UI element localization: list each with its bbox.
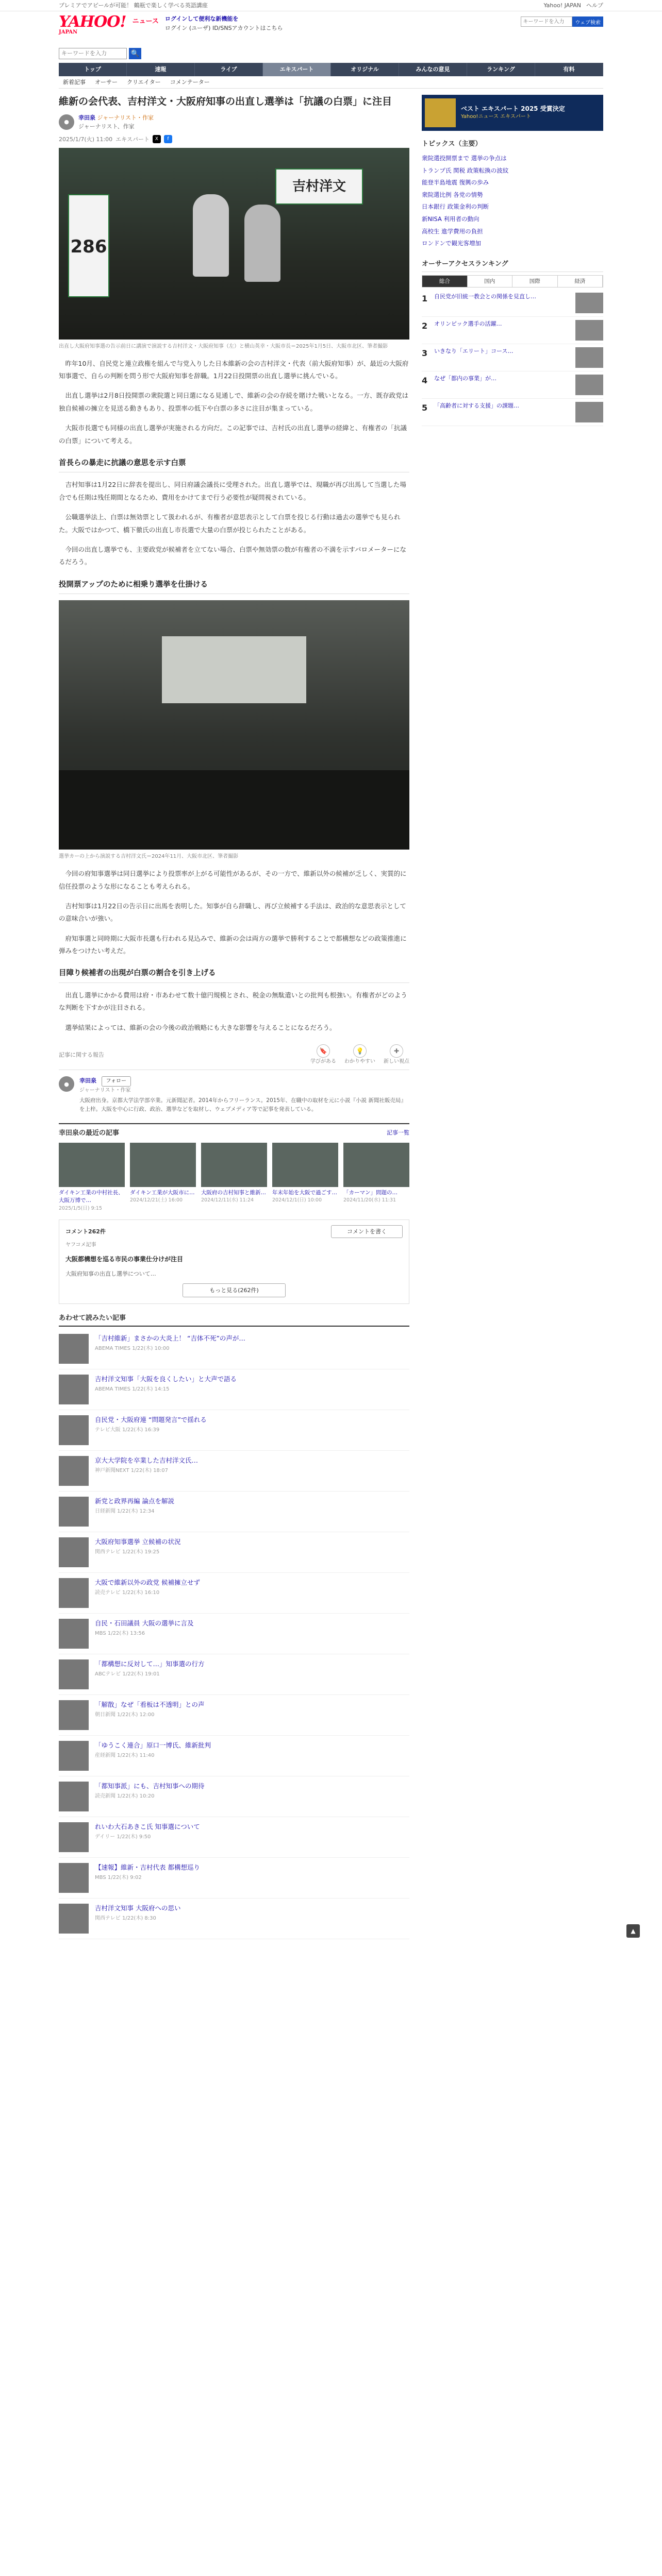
page-top-button[interactable]: ▲ — [626, 1924, 640, 1938]
rank-thumb — [575, 293, 603, 313]
more-comments-button[interactable]: もっと見る(262件) — [183, 1283, 286, 1297]
recommended-thumb — [59, 1822, 89, 1852]
recommended-headline: 「都知事派」にも、吉村知事への期待 — [95, 1782, 205, 1790]
nav-ranking[interactable]: ランキング — [467, 63, 535, 76]
login-link[interactable]: ログイン (ユーザ) ID/SNSアカウントはこちら — [164, 24, 283, 31]
reaction-row — [59, 1044, 409, 1066]
paragraph: 出直し選挙にかかる費用は府・市あわせて数十億円規模とされ、税金の無駄遣いとの批判も根強い。有権者がどのような判断を下すかが注目される。 — [59, 991, 407, 1012]
nav-top[interactable]: トップ — [59, 63, 127, 76]
topic-item[interactable]: 衆院選投開票まで 選挙の争点は — [422, 155, 507, 162]
recommended-item[interactable] — [59, 1654, 409, 1695]
recommended-source: 朝日新聞 1/22(木) 12:00 — [95, 1712, 155, 1718]
topic-item[interactable]: 新NISA 利用者の動向 — [422, 215, 479, 223]
paragraph: 今回の府知事選挙は同日選挙により投票率が上がる可能性があるが、その一方で、維新以外の候補が乏しく、実質的に信任投票のような形になることも考えられる。 — [59, 870, 407, 890]
ranking-tab[interactable]: 国内 — [468, 276, 513, 287]
subnav-author[interactable]: オーサー — [95, 78, 118, 86]
section-heading-1: 首長らの暴走に抗議の意思を示す白票 — [59, 457, 409, 472]
recommended-headline: れいわ大石あきこ氏 知事選について — [95, 1822, 200, 1831]
recommended-headline: 「ゆうこく連合」原口一博氏、維新批判 — [95, 1741, 211, 1749]
help-link[interactable]: ヘルプ — [586, 2, 603, 9]
meta-tag: エキスパート — [115, 135, 150, 143]
recommended-thumb — [59, 1375, 89, 1404]
recent-article-card[interactable]: 大阪府の吉村知事と維新… 2024/12/11(水) 11:24 — [201, 1143, 267, 1212]
recent-article-card[interactable]: ダイキン工業の中村社長、大阪万博で… 2025/1/5(日) 9:15 — [59, 1143, 125, 1212]
recommended-thumb — [59, 1456, 89, 1486]
ranking-item[interactable] — [422, 399, 603, 426]
topic-item[interactable]: 衆院選比例 各党の情勢 — [422, 191, 483, 198]
recent-article-card[interactable]: ダイキン工業が大阪市に… 2024/12/21(土) 16:00 — [130, 1143, 196, 1212]
nav-paid[interactable]: 有料 — [535, 63, 603, 76]
recommended-source: テレビ大阪 1/22(木) 16:39 — [95, 1427, 160, 1433]
follow-button[interactable]: フォロー — [102, 1076, 131, 1087]
paragraph: 昨年10月、自民党と連立政権を組んで与党入りした日本維新の会の吉村洋文・代表（前大阪府知事）が、最近の大阪府知事選で、自らの判断を問う形で大阪府知事を辞職。1月22日投開票の出直し選挙に挑んでいる。 — [59, 359, 409, 380]
topics-list — [422, 152, 603, 250]
author-profile — [59, 1070, 409, 1120]
topic-item[interactable]: トランプ氏 関税 政策転換の波紋 — [422, 166, 509, 174]
paragraph: 今回の出直し選挙でも、主要政党が候補者を立てない場合、白票や無効票の数が有権者の不満を示すバロメーターになるだろう。 — [59, 545, 407, 566]
article-main — [59, 95, 409, 1939]
recommended-item[interactable] — [59, 1410, 409, 1451]
topic-item[interactable]: 日本銀行 政策金利の判断 — [422, 203, 489, 211]
recommended-item[interactable] — [59, 1899, 409, 1939]
paragraph: 出直し選挙は2月8日投開票の衆院選と同日選になる見通しで、維新の会の存続を賭けた戦いとなる。一方、既存政党は独自候補の擁立を見送る動きもあり、投票率の低下や白票の多さに注目が集まっている。 — [59, 392, 409, 412]
nav-breaking[interactable]: 速報 — [127, 63, 195, 76]
profile-role: ジャーナリスト・作家 — [79, 1087, 131, 1093]
section-heading-3: 目障り候補者の出現が白票の割合を引き上げる — [59, 968, 409, 982]
recent-articles-title: 幸田泉の最近の記事 — [59, 1129, 120, 1138]
rank-number: 4 — [422, 376, 428, 386]
nav-live[interactable]: ライブ — [195, 63, 263, 76]
recommended-source: MBS 1/22(木) 9:02 — [95, 1875, 142, 1881]
nav-original[interactable]: オリジナル — [331, 63, 399, 76]
bookmark-icon: 🔖 — [317, 1044, 330, 1058]
facebook-share-icon[interactable]: f — [164, 135, 172, 143]
rank-thumb — [575, 402, 603, 422]
paragraph: 公職選挙法上、白票は無効票として扱われるが、有権者が意思表示として白票を投じる行動は過去の選挙でも見られた。大阪ではかつて、橋下徹氏の出直し市長選で大量の白票が投じられたことがある。 — [59, 513, 401, 534]
header-search-input[interactable] — [521, 16, 572, 27]
recommended-headline: 吉村洋文知事 大阪府への思い — [95, 1904, 181, 1912]
featured-comment[interactable]: 大阪都構想を巡る市民の事業仕分けが注目 — [65, 1255, 184, 1263]
recommended-source: デイリー 1/22(木) 9:50 — [95, 1834, 151, 1840]
recommended-source: 読売テレビ 1/22(木) 16:10 — [95, 1590, 160, 1596]
lightbulb-icon: 💡 — [353, 1044, 367, 1058]
reaction-clear[interactable]: 💡 わかりやすい — [344, 1044, 375, 1066]
rank-thumb — [575, 375, 603, 395]
recommended-thumb — [59, 1578, 89, 1608]
recommended-title: あわせて読みたい記事 — [59, 1313, 409, 1327]
subnav-creator[interactable]: クリエイター — [127, 78, 161, 86]
rank-headline: なぜ「都内の事業」が… — [434, 375, 496, 382]
recommended-headline: 京大大学院を卒業した吉村洋文氏… — [95, 1456, 198, 1464]
news-search-input[interactable] — [59, 48, 127, 59]
topic-item[interactable]: 能登半島地震 復興の歩み — [422, 179, 489, 187]
recommended-thumb — [59, 1741, 89, 1771]
ranking-tab[interactable]: 経済 — [558, 276, 603, 287]
article-meta — [59, 135, 409, 144]
recommended-item[interactable] — [59, 1736, 409, 1776]
rank-number: 2 — [422, 321, 428, 331]
feature-link[interactable]: ログインして便利な新機能を — [164, 15, 239, 22]
ranking-item[interactable] — [422, 317, 603, 344]
recent-article-card[interactable]: 年末年始を大阪で過ごす… 2024/12/1(日) 10:00 — [272, 1143, 338, 1212]
ranking-tabs — [422, 275, 603, 287]
recommended-source: 産経新聞 1/22(木) 11:40 — [95, 1753, 155, 1759]
rank-thumb — [575, 320, 603, 341]
recommended-source: 日経新聞 1/22(木) 12:34 — [95, 1509, 155, 1515]
paragraph: 大阪市長選でも同様の出直し選挙が実施される方向だ。この記事では、吉村氏の出直し選挙の経緯と、有権者の「抗議の白票」について考える。 — [59, 424, 407, 445]
recommended-headline: 自民・石田議員 大阪の選挙に言及 — [95, 1619, 194, 1627]
nav-expert[interactable]: エキスパート — [263, 63, 331, 76]
ranking-item[interactable] — [422, 344, 603, 371]
report-link[interactable]: 記事に関する報告 — [59, 1052, 104, 1059]
search-icon[interactable]: 🔍 — [129, 48, 141, 59]
article-list-link[interactable]: 記事一覧 — [387, 1129, 409, 1137]
recommended-thumb — [59, 1659, 89, 1689]
ranking-item[interactable] — [422, 290, 603, 317]
recommended-headline: 自民党・大阪府連 “問題発言”で揺れる — [95, 1415, 207, 1423]
recommended-source: 読売新聞 1/22(木) 10:20 — [95, 1793, 155, 1800]
recommended-item[interactable] — [59, 1369, 409, 1410]
photo-caption-2: 選挙カーの上から演説する吉村洋文氏＝2024年11月、大阪市北区、筆者撮影 — [59, 854, 239, 860]
author-badge: ジャーナリスト・作家 — [97, 114, 154, 121]
ranking-tab[interactable]: 国際 — [512, 276, 558, 287]
paragraph: 府知事選と同時期に大阪市長選も行われる見込みで、維新の会は両方の選挙で勝利することで都構想などの政策推進に弾みをつけたい考えだ。 — [59, 934, 407, 955]
reaction-learn[interactable]: 🔖 学びがある — [310, 1044, 336, 1066]
recommended-source: MBS 1/22(木) 13:56 — [95, 1631, 145, 1637]
expert-award-banner[interactable]: ベスト エキスパート 2025 受賞決定 Yahoo!ニュース エキスパート — [422, 95, 603, 131]
recommended-item[interactable] — [59, 1817, 409, 1858]
x-share-icon[interactable]: X — [153, 135, 161, 143]
recommended-thumb — [59, 1863, 89, 1893]
recommended-headline: 吉村洋文知事「大阪を良くしたい」と大声で語る — [95, 1375, 237, 1383]
recommended-item[interactable] — [59, 1614, 409, 1654]
recommended-thumb — [59, 1334, 89, 1364]
recommended-item[interactable] — [59, 1858, 409, 1899]
publish-date: 2025/1/7(火) 11:00 — [59, 135, 113, 143]
campaign-sign-name: 吉村洋文 — [275, 168, 363, 205]
news-brand[interactable]: ニュース — [132, 18, 159, 25]
recommended-headline: 大阪府知事選挙 立候補の状況 — [95, 1537, 181, 1546]
ranking-item[interactable] — [422, 371, 603, 399]
recommended-thumb — [59, 1619, 89, 1649]
plus-icon: ✚ — [390, 1044, 403, 1058]
recommended-headline: 「都構想に反対して…」知事選の行方 — [95, 1659, 205, 1668]
recommended-thumb — [59, 1904, 89, 1934]
subnav-commentator[interactable]: コメンテーター — [170, 78, 210, 86]
login-links — [165, 14, 283, 32]
rank-number: 5 — [422, 403, 428, 413]
article-title: 維新の会代表、吉村洋文・大阪府知事の出直し選挙は「抗議の白票」に注目 — [59, 96, 392, 107]
rank-number: 3 — [422, 348, 428, 359]
recommended-item[interactable] — [59, 1573, 409, 1614]
comments-box — [59, 1219, 409, 1303]
rank-thumb — [575, 347, 603, 368]
author-role: ジャーナリスト、作家 — [78, 123, 135, 130]
recommended-source: 関西テレビ 1/22(木) 19:25 — [95, 1549, 160, 1555]
write-comment-button[interactable]: コメントを書く — [331, 1225, 403, 1238]
recommended-source: ABEMA TIMES 1/22(木) 10:00 — [95, 1346, 170, 1352]
yahoo-logo[interactable]: YAHOO! JAPAN — [59, 13, 126, 35]
recommended-source: 関西テレビ 1/22(木) 8:30 — [95, 1916, 156, 1922]
topics-title: トピックス（主要） — [422, 140, 482, 148]
ranking-title: オーサーアクセスランキング — [422, 259, 603, 272]
topic-item[interactable]: ロンドンで観光客増加 — [422, 240, 481, 247]
top-promo-bar — [0, 0, 662, 11]
campaign-sign-number: 286 — [68, 194, 109, 297]
rank-number: 1 — [422, 294, 428, 304]
recommended-thumb — [59, 1700, 89, 1730]
profile-bio: 大阪府出身。京都大学法学部卒業。元新聞記者。2014年からフリーランス。2015年、在職中の取材を元に小説『小説 新聞社販売局』を上梓。大阪を中心に行政、政治、選挙などを取材し、ウェブメディア等で記事を発表している。 — [79, 1097, 406, 1113]
recommended-item[interactable] — [59, 1695, 409, 1736]
recommended-thumb — [59, 1415, 89, 1445]
recommended-item[interactable] — [59, 1492, 409, 1532]
recommended-item[interactable] — [59, 1451, 409, 1492]
site-header — [0, 11, 662, 49]
recent-article-card[interactable]: 「カーマン」問題の… 2024/11/20(水) 11:31 — [343, 1143, 409, 1212]
recommended-thumb — [59, 1782, 89, 1811]
recommended-item[interactable] — [59, 1532, 409, 1573]
web-search-button[interactable]: ウェブ検索 — [572, 16, 603, 27]
comment-section-label: ヤフコメ記事 — [65, 1242, 96, 1248]
global-nav — [59, 63, 603, 76]
author-block — [59, 113, 409, 131]
recommended-headline: 新党と政界再編 論点を解説 — [95, 1497, 174, 1505]
author-recent-articles — [59, 1123, 409, 1212]
comment-count: コメント262件 — [65, 1228, 106, 1235]
sub-nav — [59, 76, 603, 89]
recommended-thumb — [59, 1537, 89, 1567]
paragraph: 吉村知事は1月22日に辞表を提出し、同日府議会議長に受理された。出直し選挙では、現職が再び出馬して当選した場合でも任期は残任期間となるため、費用をかけてまで行う必要性が疑問視されている。 — [59, 481, 406, 501]
profile-avatar[interactable]: ● — [59, 1076, 74, 1092]
author-avatar[interactable]: ● — [59, 114, 74, 130]
profile-name[interactable]: 幸田泉 — [79, 1077, 96, 1084]
article-photo-1 — [59, 148, 409, 340]
section-heading-2: 投開票アップのために相乗り選挙を仕掛ける — [59, 579, 409, 594]
rank-headline: 「高齢者に対する支援」の課題… — [434, 402, 519, 410]
recommended-headline: 「吉村維新」まさかの大炎上！ “吉体不死”の声が… — [95, 1334, 245, 1342]
recommended-articles — [59, 1313, 409, 1939]
recommended-source: ABCテレビ 1/22(木) 19:01 — [95, 1671, 160, 1677]
photo-caption-1: 出直し大阪府知事選の告示前日に講演で演説する吉村洋文・大阪府知事（左）と横山英幸・大阪市長＝2025年1月5日、大阪市北区、筆者撮影 — [59, 343, 388, 349]
recommended-thumb — [59, 1497, 89, 1527]
header-search — [521, 14, 603, 27]
recommended-headline: 「解散」なぜ「看板は不透明」との声 — [95, 1700, 205, 1708]
recommended-source: ABEMA TIMES 1/22(木) 14:15 — [95, 1386, 170, 1393]
recommended-item[interactable] — [59, 1776, 409, 1817]
article-photo-2 — [59, 600, 409, 850]
featured-comment-sub: 大阪府知事の出直し選挙について… — [65, 1270, 156, 1277]
nav-opinion[interactable]: みんなの意見 — [399, 63, 467, 76]
paragraph: 選挙結果によっては、維新の会の今後の政治戦略にも大きな影響を与えることになるだろう。 — [65, 1023, 336, 1031]
reaction-new[interactable]: ✚ 新しい視点 — [384, 1044, 409, 1066]
promo-text[interactable]: プレミアでアピールが可能！ 鶴瓶で楽しく学べる英語講座 — [59, 2, 208, 9]
rank-headline: 自民党が旧統一教会との関係を見直し… — [434, 293, 536, 300]
award-image — [425, 98, 456, 127]
author-name[interactable]: 幸田泉 — [78, 114, 95, 121]
recommended-source: 神戸新聞NEXT 1/22(木) 18:07 — [95, 1468, 169, 1474]
recommended-headline: 大阪で維新以外の政党 候補擁立せず — [95, 1578, 200, 1586]
ranking-tab[interactable]: 総合 — [422, 276, 468, 287]
sidebar — [422, 95, 603, 1939]
rank-headline: いきなり「エリート」コース… — [434, 348, 514, 355]
recommended-item[interactable] — [59, 1329, 409, 1369]
paragraph: 吉村知事は1月22日の告示日に出馬を表明した。知事が自ら辞職し、再び立候補する手法は、政治的な意思表示としての意味合いが強い。 — [59, 902, 406, 923]
topic-item[interactable]: 高校生 進学費用の負担 — [422, 227, 483, 235]
subnav-latest[interactable]: 新着記事 — [63, 78, 86, 86]
rank-headline: オリンピック選手の活躍… — [434, 320, 502, 328]
recommended-headline: 【速報】維新・吉村代表 都構想巡り — [95, 1863, 200, 1871]
yahoo-japan-link[interactable]: Yahoo! JAPAN — [543, 2, 581, 9]
